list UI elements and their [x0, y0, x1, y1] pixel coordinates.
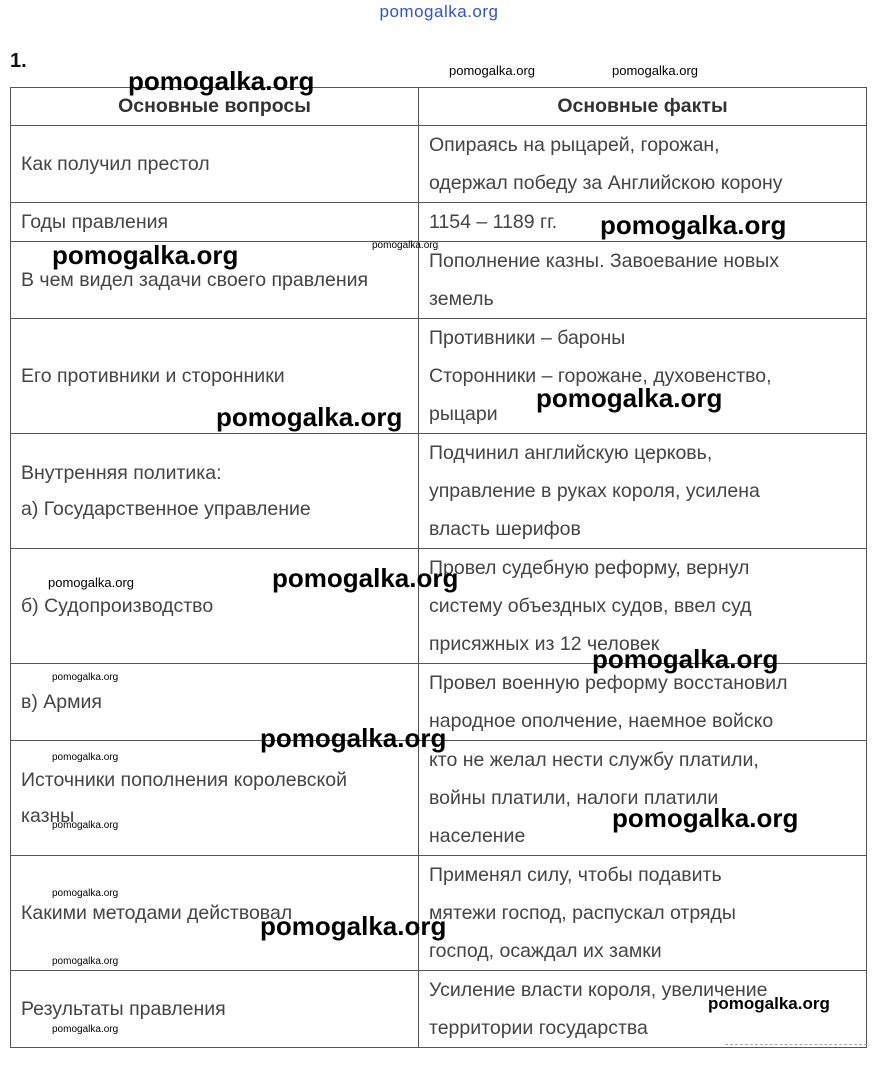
fact-line: систему объездных судов, ввел суд — [429, 595, 752, 617]
fact-line: одержал победу за Английскою корону — [429, 172, 783, 194]
watermark: pomogalka.org — [52, 1024, 119, 1035]
fact-line: рыцари — [429, 403, 498, 425]
question-cell — [11, 126, 419, 203]
fact-line: Противники – бароны — [429, 327, 626, 349]
fact-line: население — [429, 825, 526, 847]
fact-line: 1154 – 1189 гг. — [429, 211, 558, 233]
question-line: Годы правления — [21, 211, 169, 233]
watermark: pomogalka.org — [612, 803, 799, 833]
watermark: pomogalka.org — [52, 888, 119, 899]
question-line: Какими методами действовал — [21, 902, 293, 924]
fact-line: Усиление власти короля, увеличение — [429, 979, 768, 1001]
facts-cell — [419, 319, 867, 434]
watermark: pomogalka.org — [272, 563, 459, 593]
question-line: б) Судопроизводство — [21, 595, 214, 617]
watermark: pomogalka.org — [592, 644, 779, 674]
watermark: pomogalka.org — [216, 402, 403, 432]
table-row — [11, 319, 867, 434]
table-row — [11, 126, 867, 203]
fact-line: присяжных из 12 человек — [429, 633, 660, 655]
question-line: Как получил престол — [21, 153, 210, 175]
watermark: pomogalka.org — [372, 240, 439, 251]
fact-line: Провел военную реформу восстановил — [429, 672, 788, 694]
fact-line: мятежи господ, распускал отряды — [429, 902, 736, 924]
fact-line: Применял силу, чтобы подавить — [429, 864, 722, 886]
question-line: а) Государственное управление — [21, 498, 311, 520]
question-line: Результаты правления — [21, 998, 226, 1020]
question-cell — [11, 434, 419, 549]
facts-cell — [419, 856, 867, 971]
facts-cell — [419, 664, 867, 741]
facts-cell — [419, 741, 867, 856]
watermark: pomogalka.org — [52, 672, 119, 683]
watermark: pomogalka.org — [128, 66, 315, 96]
fact-line: земель — [429, 288, 494, 310]
question-line: Его противники и сторонники — [21, 365, 285, 387]
question-line: казны — [21, 805, 75, 827]
header-questions: Основные вопросы — [11, 88, 419, 126]
watermark: pomogalka.org — [260, 911, 447, 941]
fact-line: народное ополчение, наемное войско — [429, 710, 774, 732]
question-cell — [11, 971, 419, 1048]
fact-line: Сторонники – горожане, духовенство, — [429, 365, 772, 387]
watermark: pomogalka.org — [449, 63, 535, 78]
fact-line: войны платили, налоги платили — [429, 787, 719, 809]
watermark: pomogalka.org — [48, 575, 134, 590]
facts-cell — [419, 126, 867, 203]
watermark: pomogalka.org — [600, 210, 787, 240]
watermark: pomogalka.org — [52, 956, 119, 967]
question-cell — [11, 203, 419, 242]
watermark: pomogalka.org — [52, 820, 119, 831]
question-line: В чем видел задачи своего правления — [21, 269, 369, 291]
fact-line: территории государства — [429, 1017, 648, 1039]
watermark: pomogalka.org — [612, 63, 698, 78]
divider — [725, 1044, 867, 1045]
table-row — [11, 741, 867, 856]
fact-line: Подчинил английскую церковь, — [429, 442, 713, 464]
table-row — [11, 434, 867, 549]
question-line: Внутренняя политика: — [21, 462, 222, 484]
header-facts: Основные факты — [419, 88, 867, 126]
fact-line: власть шерифов — [429, 518, 581, 540]
fact-line: управление в руках короля, усилена — [429, 480, 760, 502]
facts-cell — [419, 242, 867, 319]
task-number: 1. — [10, 50, 27, 72]
fact-line: кто не желал нести службу платили, — [429, 749, 759, 771]
facts-cell — [419, 434, 867, 549]
watermark: pomogalka.org — [52, 752, 119, 763]
fact-line: Пополнение казны. Завоевание новых — [429, 250, 780, 272]
watermark: pomogalka.org — [52, 240, 239, 270]
fact-line: Опираясь на рыцарей, горожан, — [429, 134, 720, 156]
question-line: в) Армия — [21, 691, 102, 713]
watermark: pomogalka.org — [260, 723, 447, 753]
site-header-watermark[interactable]: pomogalka.org — [379, 2, 499, 21]
question-line: Источники пополнения королевской — [21, 769, 348, 791]
watermark: pomogalka.org — [536, 383, 723, 413]
fact-line: господ, осаждал их замки — [429, 940, 662, 962]
fact-line: Провел судебную реформу, вернул — [429, 557, 750, 579]
watermark: pomogalka.org — [708, 994, 830, 1013]
